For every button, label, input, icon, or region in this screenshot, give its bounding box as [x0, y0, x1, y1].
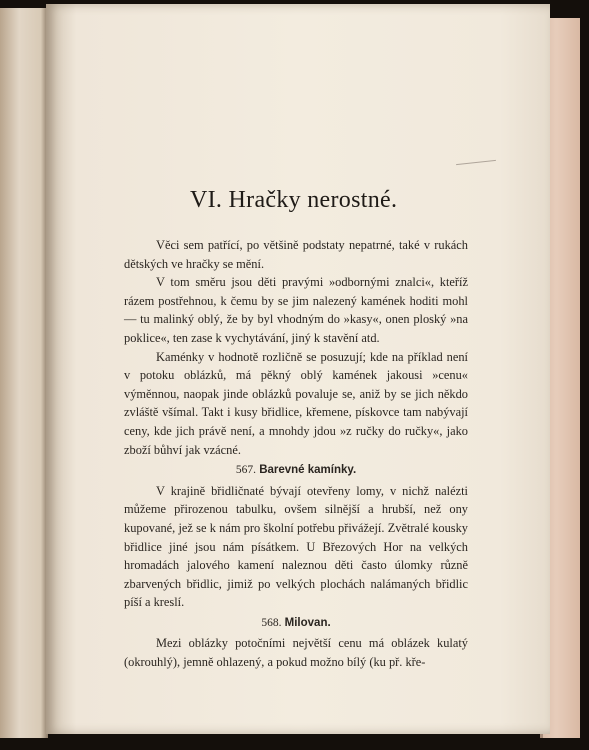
paragraph-567: V krajině břidličnaté bývají otevřeny lomy, v nichž nalézti můžeme přirozenou tabulku, ovšem silnější a hrubší, než ony kupované, jež se k nám pro školní potřebu přivážejí. Zvětralé kousky břidlice jiné jsou nám písátkem. U Březových Hor na velkých hromadách jalového kamení naleznou děti často úlomky různě zbarvených břidlic, jimiž po velkých plochách nalámaných břidlic píší a kreslí.	[124, 483, 468, 610]
chapter-title: VI. Hračky nerostné.	[190, 187, 398, 213]
section-heading-568	[124, 614, 468, 633]
paragraph-intro-1: Věci sem patřící, po většině podstaty nepatrné, také v rukách dětských ve hračky se mění.	[124, 238, 468, 271]
section-heading-567	[124, 461, 468, 480]
section-name: Barevné kamínky.	[259, 464, 357, 477]
paragraph-intro-2: V tom směru jsou děti pravými »odbornými znalci«, kteříž rázem postřehnou, k čemu by se jim nalezený kamének hoditi mohl — tu malinký oblý, že by byl vhodným do »kasy«, onen ploský »na poklice«, ten zase k vychytávání, jiný k stavění atd.	[124, 275, 468, 345]
section-number: 567.	[235, 464, 256, 477]
body-text	[124, 236, 468, 672]
section-number: 568.	[261, 616, 282, 629]
paragraph-intro-3: Kaménky v hodnotě rozličně se posuzují; kde na příklad není v potoku oblázků, má pěkný oblý kamének jakousi »cenu« výměnnou, naopak jinde oblázků povaluje se, aniž by se jich někdo zvláště všímal. Takt i kusy břidlice, křemene, pískovce tam nabývají ceny, kde jich právě není, a mnohdy jdou »z ručky do ručky«, jako zboží bůhví jak vzácné.	[124, 349, 468, 457]
left-page-edge	[0, 8, 48, 738]
section-name: Milovan.	[284, 616, 331, 629]
paragraph-568: Mezi oblázky potočními největší cenu má oblázek kulatý (okrouhlý), jemně ohlazený, a pokud možno bílý (ku př. kře-	[124, 636, 468, 670]
